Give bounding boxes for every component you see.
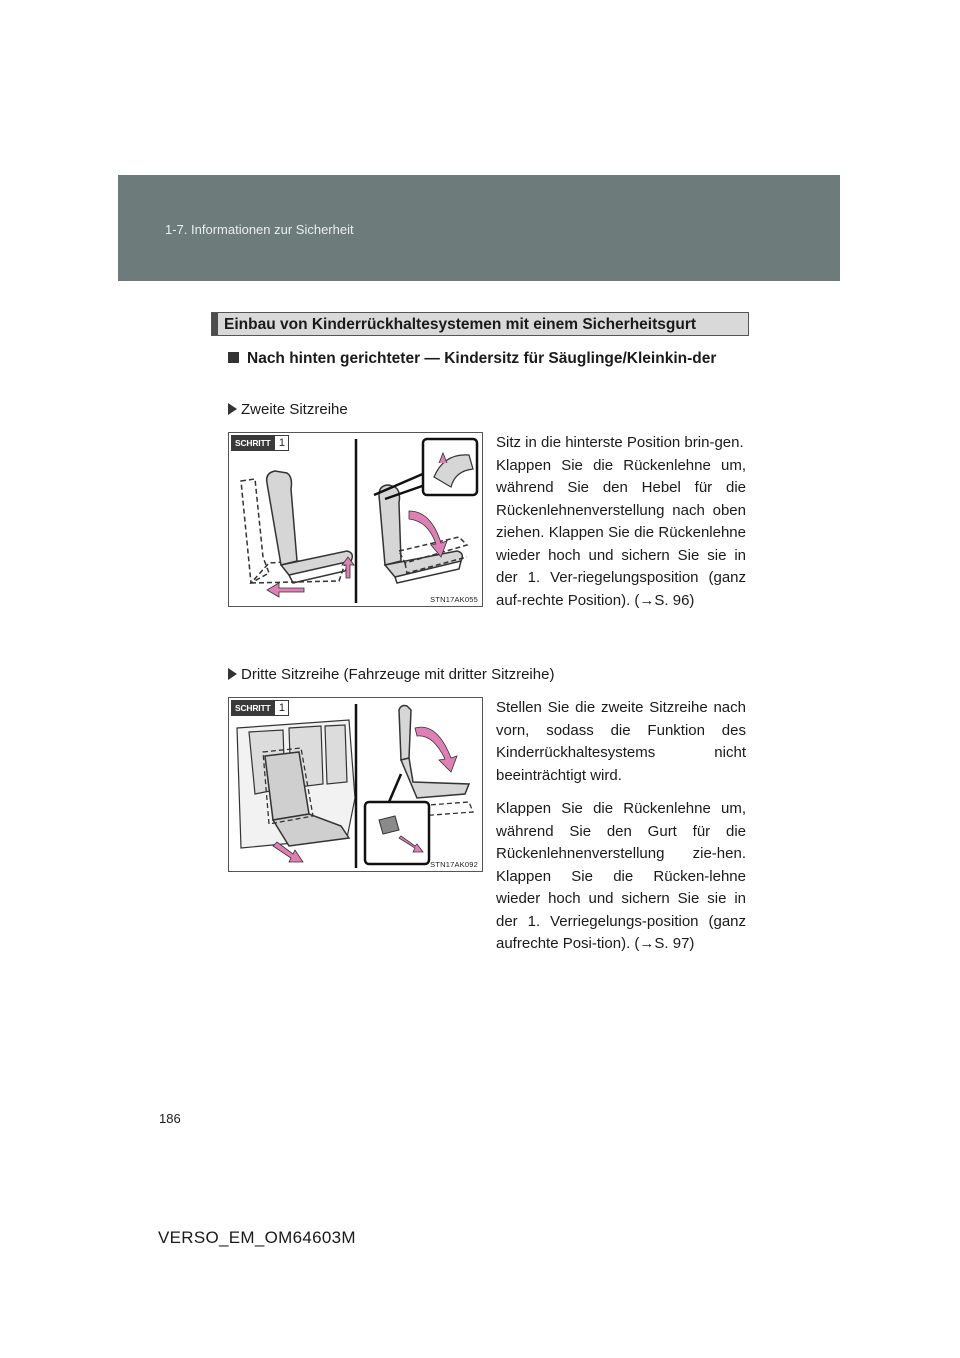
footer-code: VERSO_EM_OM64603M xyxy=(158,1228,356,1247)
paragraph: Klappen Sie die Rückenlehne um, während Sie den Hebel für die Rückenlehnenverstellung nach oben ziehen. Klappen Sie die Rückenlehne wieder hoch und sichern Sie sie in der 1. Ver-riegelungsposition (ganz auf-rechte Position). (→S. 96) xyxy=(496,456,746,609)
paragraph: Stellen Sie die zweite Sitzreihe nach vorn, sodass die Funktion des Kinderrückhaltesystems nicht beeinträchtigt wird. xyxy=(496,699,746,784)
arrow-back-icon xyxy=(267,583,304,597)
paragraph: Klappen Sie die Rückenlehne um, während Sie den Gurt für die Rückenlehnenverstellung zie-hen. Klappen Sie die Rücken-lehne wieder hoch und sichern Sie sie in der 1. Verriegelungs-position (ganz aufrechte Posi-tion). (→S. 97) xyxy=(496,800,746,952)
subheading-third-row: Dritte Sitzreihe (Fahrzeuge mit dritter Sitzreihe) xyxy=(228,665,554,685)
seat-illustration-third-row xyxy=(229,698,482,871)
subheading-second-row: Zweite Sitzreihe xyxy=(228,400,348,420)
figure-code: STN17AK055 xyxy=(430,595,478,604)
arrow-fold-icon xyxy=(415,727,457,772)
triangle-bullet-icon xyxy=(228,668,237,680)
square-bullet-icon xyxy=(228,352,239,363)
arrow-fold-icon xyxy=(409,511,447,557)
step-badge: SCHRITT 1 xyxy=(231,435,289,451)
step-badge: SCHRITT 1 xyxy=(231,700,289,716)
instructions-second-row xyxy=(496,432,746,612)
figure-code: STN17AK092 xyxy=(430,860,478,869)
instructions-third-row xyxy=(496,697,746,956)
paragraph: Sitz in die hinterste Position brin-gen. xyxy=(496,434,744,451)
seat-illustration-second-row xyxy=(229,433,482,606)
triangle-bullet-icon xyxy=(228,403,237,415)
page-number: 186 xyxy=(159,1111,181,1126)
section-label: 1-7. Informationen zur Sicherheit xyxy=(165,222,354,237)
figure-second-row xyxy=(228,432,483,607)
subsection-heading xyxy=(228,347,748,371)
section-box-title: Einbau von Kinderrückhaltesystemen mit einem Sicherheitsgurt xyxy=(211,312,749,336)
heading-text: Nach hinten gerichteter — Kindersitz für Säuglinge/Kleinkin-der xyxy=(247,350,717,367)
figure-third-row xyxy=(228,697,483,872)
